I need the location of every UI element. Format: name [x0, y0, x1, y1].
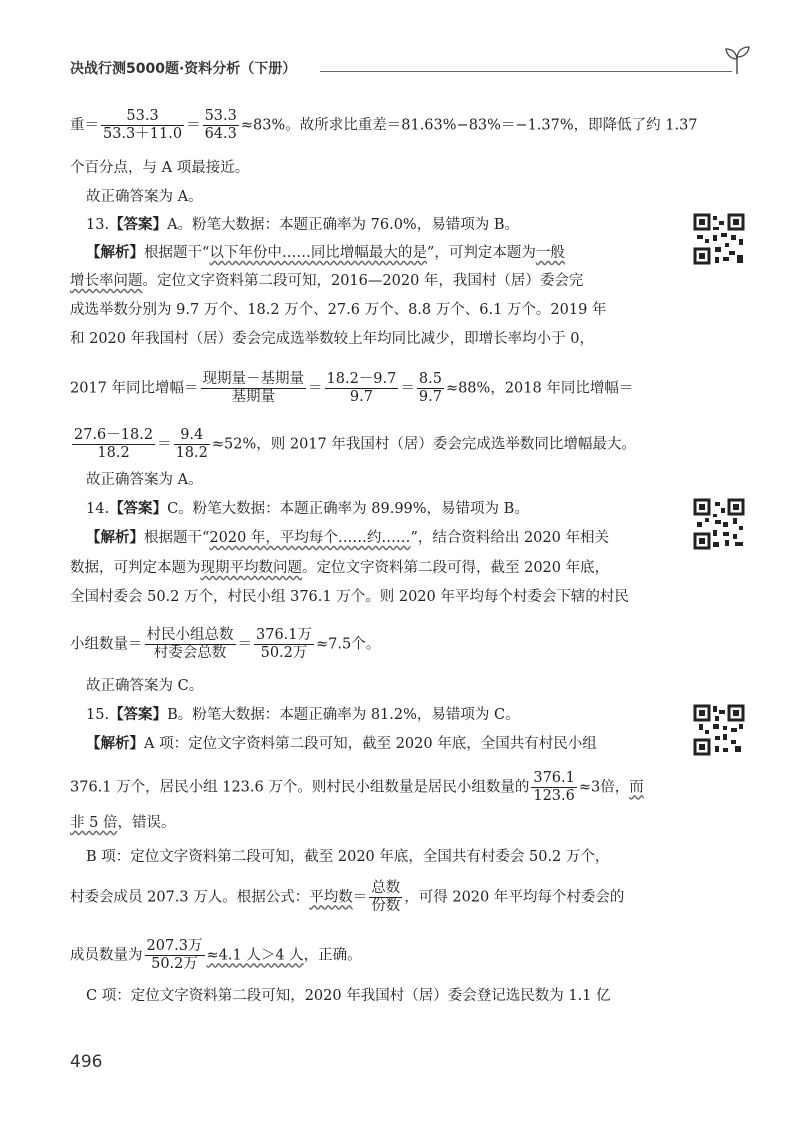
fraction: $\frac{\text{现期量－基期量}}{\text{基期量}}$: [202, 371, 305, 405]
fraction: $\frac{53.3}{64.3}$: [204, 108, 237, 142]
question-14-analysis: 【解析】根据题干“2020 年，平均每个……约……”，结合资料给出 2020 年相关: [86, 530, 609, 546]
qr-code-14[interactable]: [693, 498, 745, 550]
fraction: $\frac{\text{376.1万}}{\text{50.2万}}$: [256, 627, 313, 661]
fraction: $\frac{\text{207.3万}}{\text{50.2万}}$: [146, 938, 203, 972]
answer-line: 故正确答案为 C。: [86, 678, 204, 694]
text-line: 非 5 倍，错误。: [70, 815, 176, 831]
fraction: $\frac{8.5}{9.7}$: [418, 371, 442, 405]
fraction: $\frac{53.3}{53.3+11.0}$: [103, 108, 183, 142]
running-header: [70, 58, 750, 82]
formula-line: 2017 年同比增幅＝ $\frac{\text{现期量－基期量}}{\text{基期量}}$ ＝ $\frac{18.2-9.7}{9.7}$ ＝ $\frac{8.5}{9.7}$ ≈88%，2018 年同比增幅＝: [70, 371, 634, 405]
page-number: 496: [70, 1052, 103, 1072]
text-line: 全国村委会 50.2 万个，村民小组 376.1 万个。则 2020 年平均每个村委会下辖的村民: [70, 589, 629, 605]
answer-line: 故正确答案为 A。: [86, 472, 203, 488]
text-line: 数据，可判定本题为现期平均数问题。定位文字资料第二段可得，截至 2020 年底，: [70, 560, 610, 576]
formula-line: $\frac{27.6-18.2}{18.2}$ ＝ $\frac{9.4}{18.2}$ ≈52%，则 2017 年我国村（居）委会完成选举数同比增幅最大。: [74, 427, 636, 461]
qr-code-13[interactable]: [693, 213, 745, 265]
formula-line: 村委会成员 207.3 万人。根据公式：平均数＝ $\frac{\text{总数}}{\text{份数}}$ ，可得 2020 年平均每个村委会的: [70, 880, 625, 914]
option-c-line: C 项：定位文字资料第二段可知，2020 年我国村（居）委会登记选民数为 1.1 亿: [86, 988, 611, 1004]
qr-code-icon: [693, 498, 745, 550]
text-line: 个百分点，与 A 项最接近。: [70, 160, 250, 176]
question-13-answer: 13.【答案】A。粉笔大数据：本题正确率为 76.0%，易错项为 B。: [86, 217, 519, 233]
question-15-answer: 15.【答案】B。粉笔大数据：本题正确率为 81.2%，易错项为 C。: [86, 707, 520, 723]
sprout-icon: [724, 44, 750, 74]
text-line: 重＝ $\frac{53.3}{53.3+11.0}$ ＝ $\frac{53.3}{64.3}$ ≈83%。故所求比重差＝81.63%−83%＝−1.37%，即降低了约 1.37: [70, 108, 698, 142]
question-13-analysis: 【解析】根据题干“以下年份中……同比增幅最大的是”，可判定本题为一般: [86, 245, 565, 261]
fraction: $\frac{18.2-9.7}{9.7}$: [326, 371, 397, 405]
answer-line: 故正确答案为 A。: [86, 189, 203, 205]
formula-line: 成员数量为 $\frac{\text{207.3万}}{\text{50.2万}}$ ≈4.1 人＞4 人，正确。: [70, 938, 362, 972]
formula-line: 小组数量＝ $\frac{\text{村民小组总数}}{\text{村委会总数}}$ ＝ $\frac{\text{376.1万}}{\text{50.2万}}$ ≈7.5个。: [70, 627, 381, 661]
formula-line: 376.1 万个，居民小组 123.6 万个。则村民小组数量是居民小组数量的 $\frac{376.1}{123.6}$ ≈3倍，而: [70, 770, 644, 804]
text-line: 和 2020 年我国村（居）委会完成选举数较上年均同比减少，即增长率均小于 0，: [70, 331, 594, 347]
qr-code-15[interactable]: [693, 704, 745, 756]
fraction: $\frac{376.1}{123.6}$: [533, 770, 575, 804]
question-15-analysis: 【解析】A 项：定位文字资料第二段可知，截至 2020 年底，全国共有村民小组: [86, 736, 597, 752]
text-line: 成选举数分别为 9.7 万个、18.2 万个、27.6 万个、8.8 万个、6.1 万个。2019 年: [70, 302, 607, 318]
question-14-answer: 14.【答案】C。粉笔大数据：本题正确率为 89.99%，易错项为 B。: [86, 501, 529, 517]
qr-code-icon: [693, 704, 745, 756]
fraction: $\frac{27.6-18.2}{18.2}$: [74, 427, 154, 461]
book-title: 决战行测5000题·资料分析（下册）: [70, 61, 297, 77]
text-line: 增长率问题。定位文字资料第二段可知，2016—2020 年，我国村（居）委会完: [70, 273, 584, 289]
qr-code-icon: [693, 213, 745, 265]
header-rule: [320, 71, 732, 72]
fraction: $\frac{9.4}{18.2}$: [175, 427, 208, 461]
option-b-line: B 项：定位文字资料第二段可知，截至 2020 年底，全国共有村委会 50.2 万个，: [86, 849, 610, 865]
fraction: $\frac{\text{总数}}{\text{份数}}$: [371, 880, 401, 914]
fraction: $\frac{\text{村民小组总数}}{\text{村委会总数}}$: [146, 627, 234, 661]
